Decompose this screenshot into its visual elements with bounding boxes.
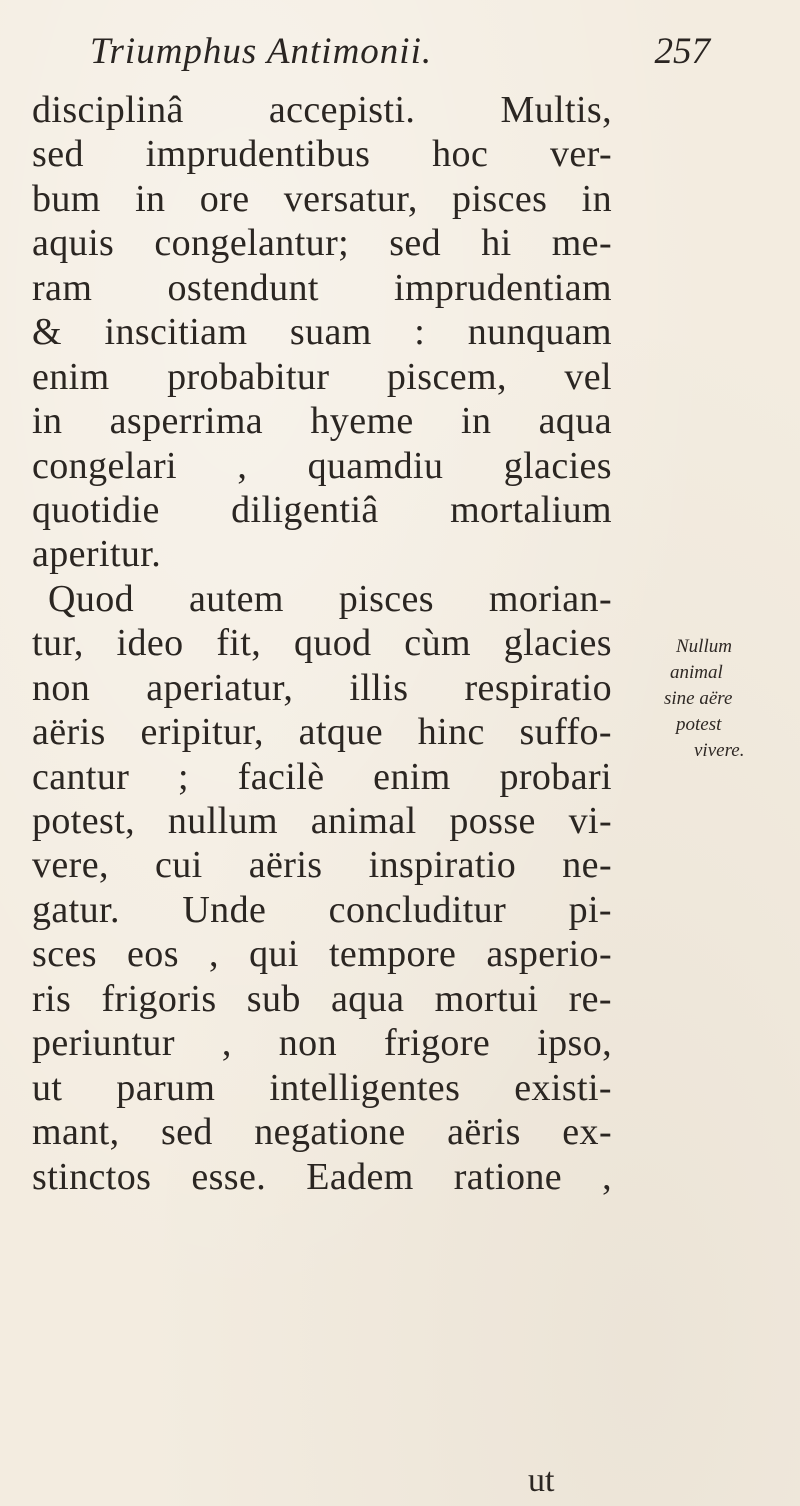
running-head [90, 30, 710, 78]
text-line: stinctos esse. Eadem ratione , [32, 1155, 612, 1198]
text-line: congelari , quamdiu glacies [32, 444, 612, 487]
text-line: sces eos , qui tempore asperio- [32, 933, 612, 976]
text-line: ram ostendunt imprudentiam [32, 266, 612, 309]
text-line: ut parum intelligentes existi- [32, 1066, 612, 1109]
margin-note-line: animal [670, 662, 723, 683]
text-line: mant, sed negatione aëris ex- [32, 1111, 612, 1154]
margin-note [664, 634, 798, 764]
margin-note-line: vivere. [694, 740, 745, 761]
text-line: potest, nullum animal posse vi- [32, 800, 612, 842]
text-line: vere, cui aëris inspiratio ne- [32, 844, 612, 887]
margin-note-line: Nullum [676, 636, 732, 657]
text-line: aperitur. [32, 533, 162, 576]
text-line: bum in ore versatur, pisces in [32, 177, 612, 220]
text-line: tur, ideo fit, quod cùm glacies [32, 622, 612, 665]
text-line: aquis congelantur; sed hi me- [32, 222, 612, 265]
text-line: & inscitiam suam : nunquam [32, 311, 612, 354]
text-line: cantur ; facilè enim probari [32, 755, 612, 798]
text-line: in asperrima hyeme in aqua [32, 400, 612, 443]
text-line: quotidie diligentiâ mortalium [32, 488, 612, 531]
text-line: periuntur , non frigore ipso, [32, 1022, 612, 1065]
text-line: aëris eripitur, atque hinc suffo- [32, 711, 612, 754]
running-title: Triumphus Antimonii. [90, 31, 433, 72]
main-text-block [32, 88, 612, 1199]
text-line: ris frigoris sub aqua mortui re- [32, 977, 612, 1020]
catchword: ut [528, 1462, 555, 1499]
text-line: disciplinâ accepisti. Multis, [32, 89, 612, 131]
text-line: enim probabitur piscem, vel [32, 355, 612, 398]
margin-note-line: sine aëre [664, 688, 733, 709]
text-line: gatur. Unde concluditur pi- [32, 888, 612, 931]
text-line: sed imprudentibus hoc ver- [32, 133, 612, 176]
paragraph-start-line: Quod autem pisces morian- [48, 577, 612, 620]
margin-note-line: potest [676, 714, 722, 735]
text-line: non aperiatur, illis respiratio [32, 666, 612, 709]
page-number: 257 [654, 31, 710, 72]
